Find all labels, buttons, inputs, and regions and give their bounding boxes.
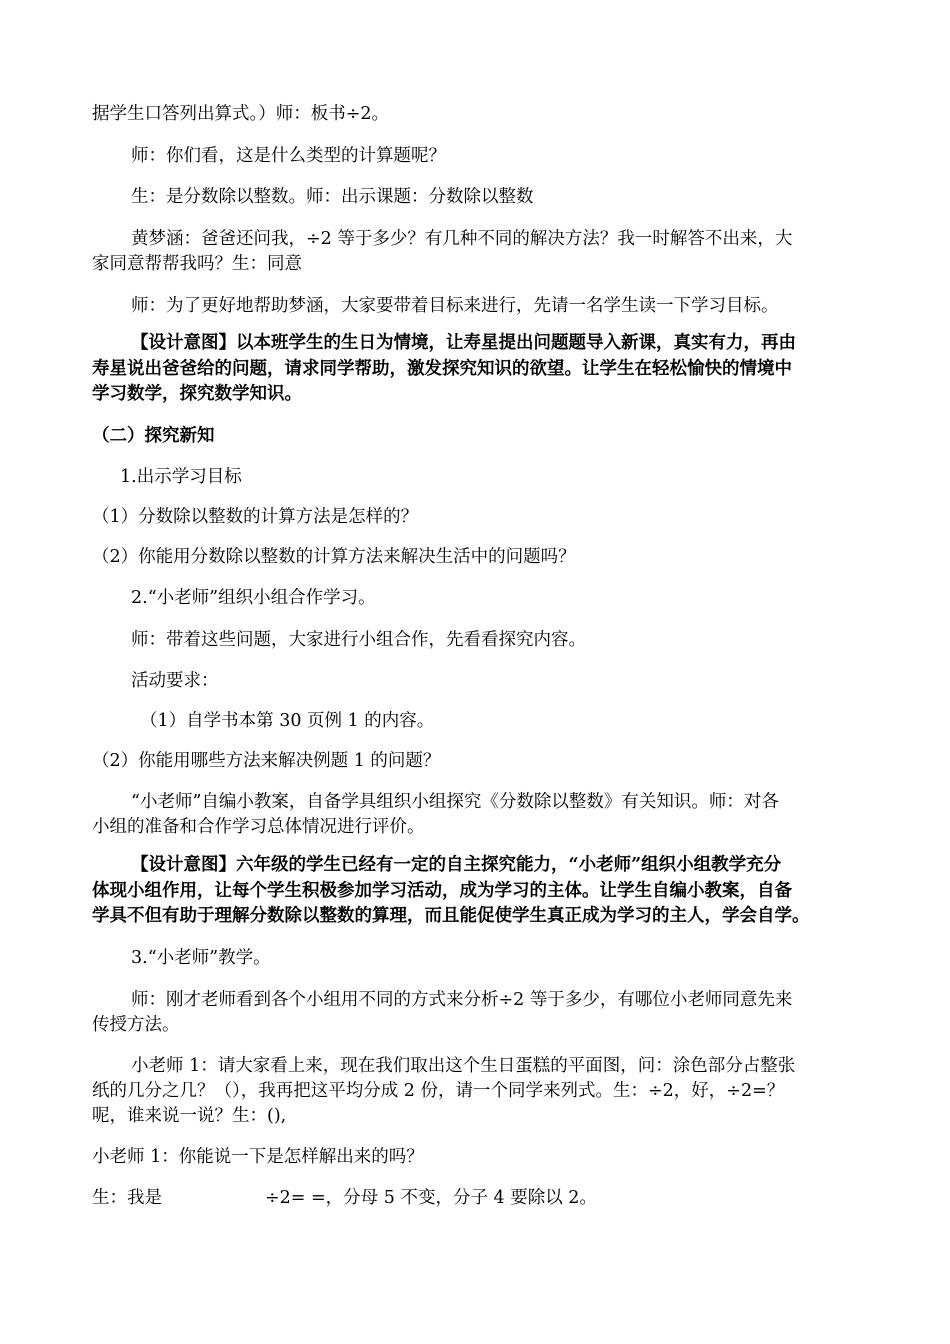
paragraph-line: 传授方法。 [92, 1015, 180, 1035]
design-intent-line: 【设计意图】以本班学生的生日为情境，让寿星提出问题题导入新课，真实有力，再由 [131, 333, 796, 353]
paragraph-line: ÷2= =，分母 5 不变，分子 4 要除以 2。 [265, 1188, 597, 1208]
paragraph-line: 1.出示学习目标 [120, 467, 242, 487]
design-intent-line: 学习数学，探究数学知识。 [92, 384, 302, 404]
paragraph-line: 纸的几分之几？（），我再把这平均分成 2 份，请一个同学来列式。生：÷2，好，÷2=？ [92, 1081, 785, 1101]
paragraph-line: 呢，谁来说一说？生：(), [92, 1106, 287, 1126]
paragraph-line: 小老师 1：你能说一下是怎样解出来的吗？ [92, 1147, 424, 1167]
paragraph-line: （1）分数除以整数的计算方法是怎样的？ [92, 507, 419, 527]
paragraph-line: 生：我是 [92, 1188, 162, 1208]
paragraph-line: 3.“小老师”教学。 [131, 948, 271, 968]
paragraph-line: 师：你们看，这是什么类型的计算题呢？ [131, 146, 446, 166]
paragraph-line: 师：带着这些问题，大家进行小组合作，先看看探究内容。 [131, 630, 586, 650]
paragraph-line: 师：为了更好地帮助梦涵，大家要带着目标来进行，先请一名学生读一下学习目标。 [131, 296, 779, 316]
paragraph-line: （2）你能用哪些方法来解决例题 1 的问题？ [92, 751, 441, 771]
paragraph-line: “小老师”自编小教案，自备学具组织小组探究《分数除以整数》有关知识。师：对各 [131, 792, 779, 812]
design-intent-line: 体现小组作用，让每个学生积极参加学习活动，成为学习的主体。让学生自编小教案，自备 [92, 881, 792, 901]
paragraph-line: 家同意帮帮我吗？生：同意 [92, 254, 302, 274]
paragraph-line: 师：刚才老师看到各个小组用不同的方式来分析÷2 等于多少，有哪位小老师同意先来 [131, 990, 793, 1010]
paragraph-line: 小组的准备和合作学习总体情况进行评价。 [92, 817, 425, 837]
design-intent-line: 【设计意图】六年级的学生已经有一定的自主探究能力，“小老师”组织小组教学充分 [131, 855, 782, 875]
paragraph-line: 黄梦涵：爸爸还问我，÷2 等于多少？有几种不同的解决方法？我一时解答不出来，大 [131, 229, 793, 249]
paragraph-line: （2）你能用分数除以整数的计算方法来解决生活中的问题吗？ [92, 547, 576, 567]
paragraph-line: （1）自学书本第 30 页例 1 的内容。 [140, 711, 435, 731]
paragraph-line: 小老师 1：请大家看上来，现在我们取出这个生日蛋糕的平面图，问：涂色部分占整张 [131, 1056, 796, 1076]
section-heading: （二）探究新知 [92, 426, 215, 446]
paragraph-line: 2.“小老师”组织小组合作学习。 [131, 588, 376, 608]
paragraph-line: 生：是分数除以整数。师：出示课题：分数除以整数 [131, 187, 534, 207]
paragraph-line: 活动要求： [131, 671, 219, 691]
paragraph-line: 据学生口答列出算式。）师：板书÷2。 [92, 104, 390, 124]
design-intent-line: 学具不但有助于理解分数除以整数的算理，而且能促使学生真正成为学习的主人，学会自学。 [92, 906, 810, 926]
design-intent-line: 寿星说出爸爸给的问题，请求同学帮助，激发探究知识的欲望。让学生在轻松愉快的情境中 [92, 359, 792, 379]
